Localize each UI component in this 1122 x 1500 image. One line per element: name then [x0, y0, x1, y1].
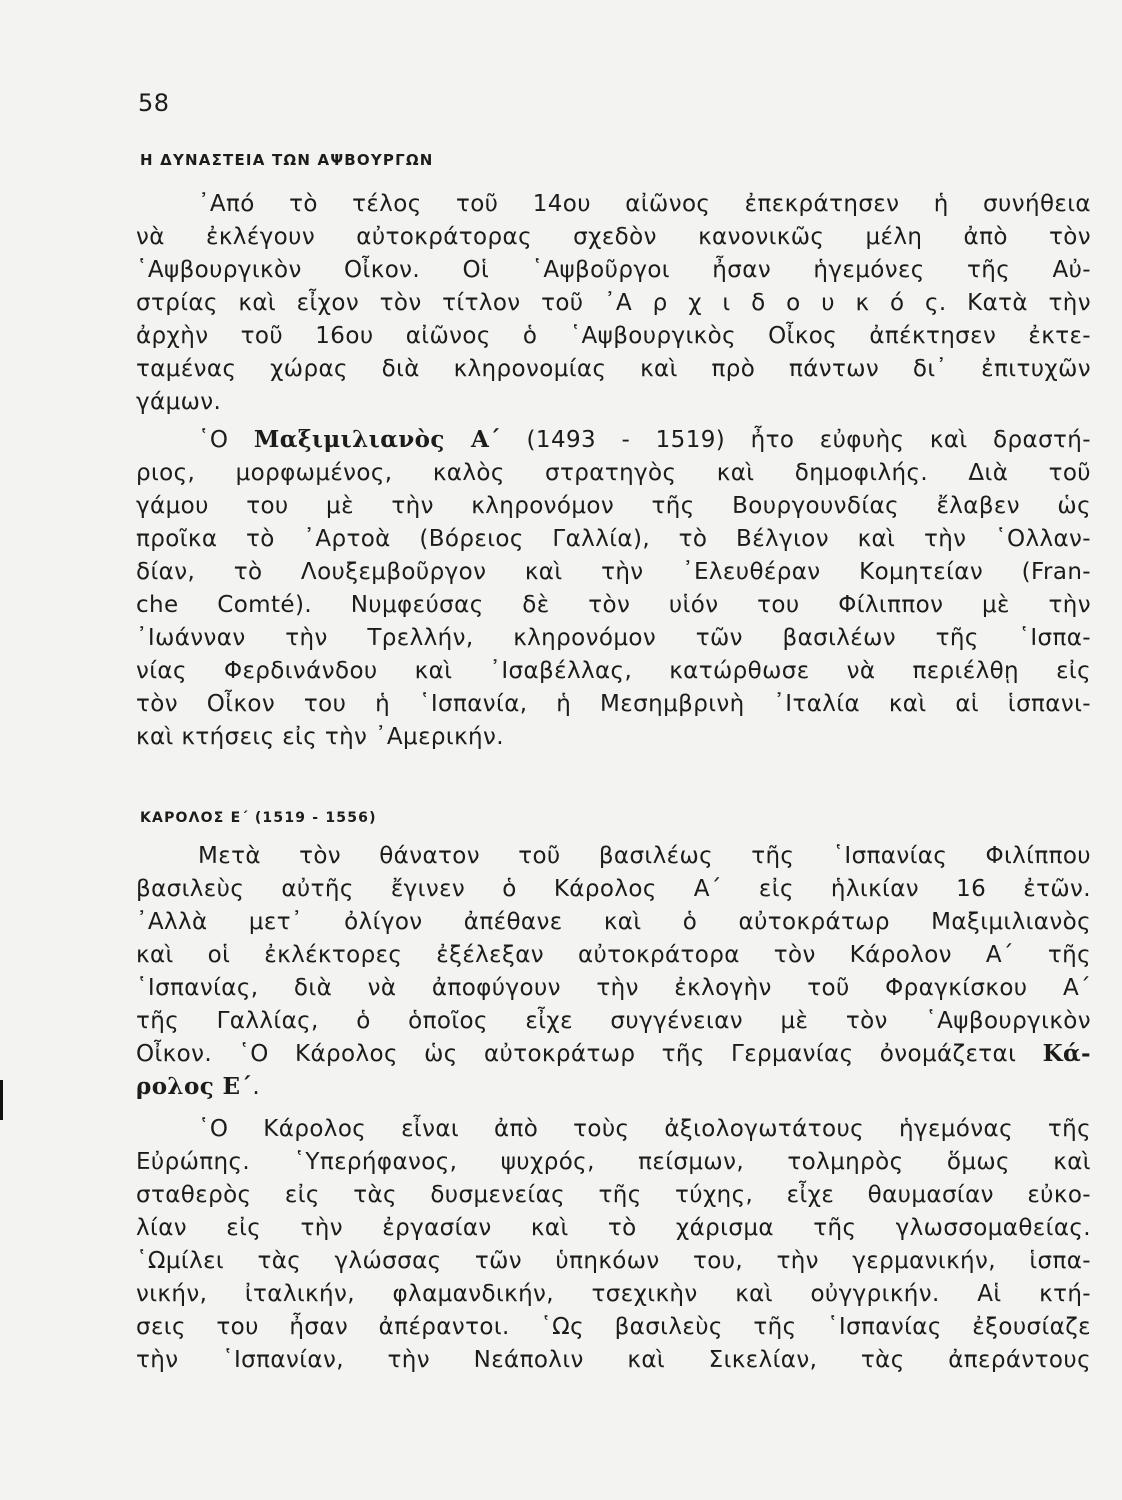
text-line: ᾿Αλλὰ μετ᾿ ὀλίγον ἀπέθανε καὶ ὁ αὐτοκράτωρ Μαξιμιλιανὸς	[136, 909, 1091, 935]
text-line: ἀρχὴν τοῦ 16ου αἰῶνος ὁ ῾Αψβουργικὸς Οἶκος ἀπέκτησεν ἐκτε-	[136, 323, 1091, 349]
text-line: νικήν, ἰταλικήν, φλαμανδικήν, τσεχικὴν καὶ οὐγγρικήν. Αἱ κτή-	[136, 1281, 1091, 1307]
text-line: ῾Αψβουργικὸν Οἶκον. Οἱ ῾Αψβοῦργοι ἦσαν ἡγεμόνες τῆς Αὐ-	[136, 257, 1091, 283]
text-line: προῖκα τὸ ᾿Αρτοὰ (Βόρειος Γαλλία), τὸ Βέλγιον καὶ τὴν ῾Ολλαν-	[136, 526, 1091, 552]
text-line: στρίας καὶ εἶχον τὸν τίτλον τοῦ ᾿Α ρ χ ι δ ο υ κ ό ς. Κατὰ τὴν	[136, 290, 1091, 316]
highlighted-term: Κά-	[1042, 1040, 1091, 1067]
text-line: Μετὰ τὸν θάνατον τοῦ βασιλέως τῆς ῾Ισπανίας Φιλίππου	[198, 843, 1091, 869]
text-line: ῾Ισπανίας, διὰ νὰ ἀποφύγουν τὴν ἐκλογὴν τοῦ Φραγκίσκου Α΄	[136, 975, 1091, 1001]
section-heading-charles-v: ΚΑΡΟΛΟΣ Ε΄ (1519 - 1556)	[140, 810, 377, 826]
text-fragment: (1493 - 1519) ἦτο εὐφυὴς καὶ δραστή-	[501, 427, 1091, 453]
text-line: τὴν ῾Ισπανίαν, τὴν Νεάπολιν καὶ Σικελίαν, τὰς ἀπεράντους	[136, 1347, 1091, 1373]
text-fragment: .	[252, 1074, 261, 1100]
text-line: ῾Ωμίλει τὰς γλώσσας τῶν ὑπηκόων του, τὴν γερμανικήν, ἱσπα-	[136, 1248, 1091, 1274]
page-number: 58	[138, 89, 170, 117]
text-line: γάμου του μὲ τὴν κληρονόμον τῆς Βουργουνδίας ἔλαβεν ὡς	[136, 493, 1091, 519]
text-line: βασιλεὺς αὐτῆς ἔγινεν ὁ Κάρολος Α΄ εἰς ἡλικίαν 16 ἐτῶν.	[136, 876, 1091, 902]
text-line: ῾Ο Κάρολος εἶναι ἀπὸ τοὺς ἀξιολογωτάτους ἡγεμόνας τῆς	[198, 1116, 1091, 1142]
text-line: καὶ οἱ ἐκλέκτορες ἐξέλεξαν αὐτοκράτορα τὸν Κάρολον Α΄ τῆς	[136, 942, 1091, 968]
margin-mark	[0, 1080, 3, 1120]
text-line: che Comté). Νυμφεύσας δὲ τὸν υἱόν του Φίλιππον μὲ τὴν	[136, 592, 1091, 618]
text-line: ᾿Ιωάνναν τὴν Τρελλήν, κληρονόμον τῶν βασιλέων τῆς ῾Ισπα-	[136, 625, 1091, 651]
highlighted-term: ρολος Ε΄	[136, 1073, 253, 1100]
text-line: δίαν, τὸ Λουξεμβοῦργον καὶ τὴν ᾿Ελευθέραν Κομητείαν (Fran-	[136, 559, 1091, 585]
text-line: ταμένας χώρας διὰ κληρονομίας καὶ πρὸ πάντων δι᾿ ἐπιτυχῶν	[136, 356, 1091, 382]
text-line	[136, 1071, 1091, 1103]
text-line: νίας Φερδινάνδου καὶ ᾿Ισαβέλλας, κατώρθωσε νὰ περιέλθῃ εἰς	[136, 658, 1091, 684]
highlighted-term: Μαξιμιλιανὸς Α΄	[253, 426, 502, 453]
text-line: λίαν εἰς τὴν ἐργασίαν καὶ τὸ χάρισμα τῆς γλωσσομαθείας.	[136, 1215, 1091, 1241]
text-fragment: Οἶκον. ῾Ο Κάρολος ὡς αὐτοκράτωρ τῆς Γερμανίας ὀνομάζεται	[136, 1041, 1043, 1067]
text-line: Εὐρώπης. ῾Υπερήφανος, ψυχρός, πείσμων, τολμηρὸς ὅμως καὶ	[136, 1149, 1091, 1175]
text-line: τὸν Οἶκον του ἡ ῾Ισπανία, ἡ Μεσημβρινὴ ᾿Ιταλία καὶ αἱ ἱσπανι-	[136, 691, 1091, 717]
text-line: τῆς Γαλλίας, ὁ ὁποῖος εἶχε συγγένειαν μὲ τὸν ῾Αψβουργικὸν	[136, 1008, 1091, 1034]
text-fragment: ῾Ο	[198, 427, 254, 453]
section-heading-habsburg: Η ΔΥΝΑΣΤΕΙΑ ΤΩΝ ΑΨΒΟΥΡΓΩΝ	[140, 151, 434, 169]
text-line: σεις του ἦσαν ἀπέραντοι. ῾Ως βασιλεὺς τῆς ῾Ισπανίας ἐξουσίαζε	[136, 1314, 1091, 1340]
paragraph-maximilian-first-line	[136, 424, 1091, 456]
text-line: ᾿Από τὸ τέλος τοῦ 14ου αἰῶνος ἐπεκράτησεν ἡ συνήθεια	[198, 191, 1091, 217]
text-line: καὶ κτήσεις εἰς τὴν ᾿Αμερικήν.	[136, 724, 504, 750]
text-line: ριος, μορφωμένος, καλὸς στρατηγὸς καὶ δημοφιλής. Διὰ τοῦ	[136, 460, 1091, 486]
text-line: γάμων.	[136, 389, 222, 415]
text-line	[136, 1038, 1091, 1070]
text-line: σταθερὸς εἰς τὰς δυσμενείας τῆς τύχης, εἶχε θαυμασίαν εὐκο-	[136, 1182, 1091, 1208]
text-line: νὰ ἐκλέγουν αὐτοκράτορας σχεδὸν κανονικῶς μέλη ἀπὸ τὸν	[136, 224, 1091, 250]
